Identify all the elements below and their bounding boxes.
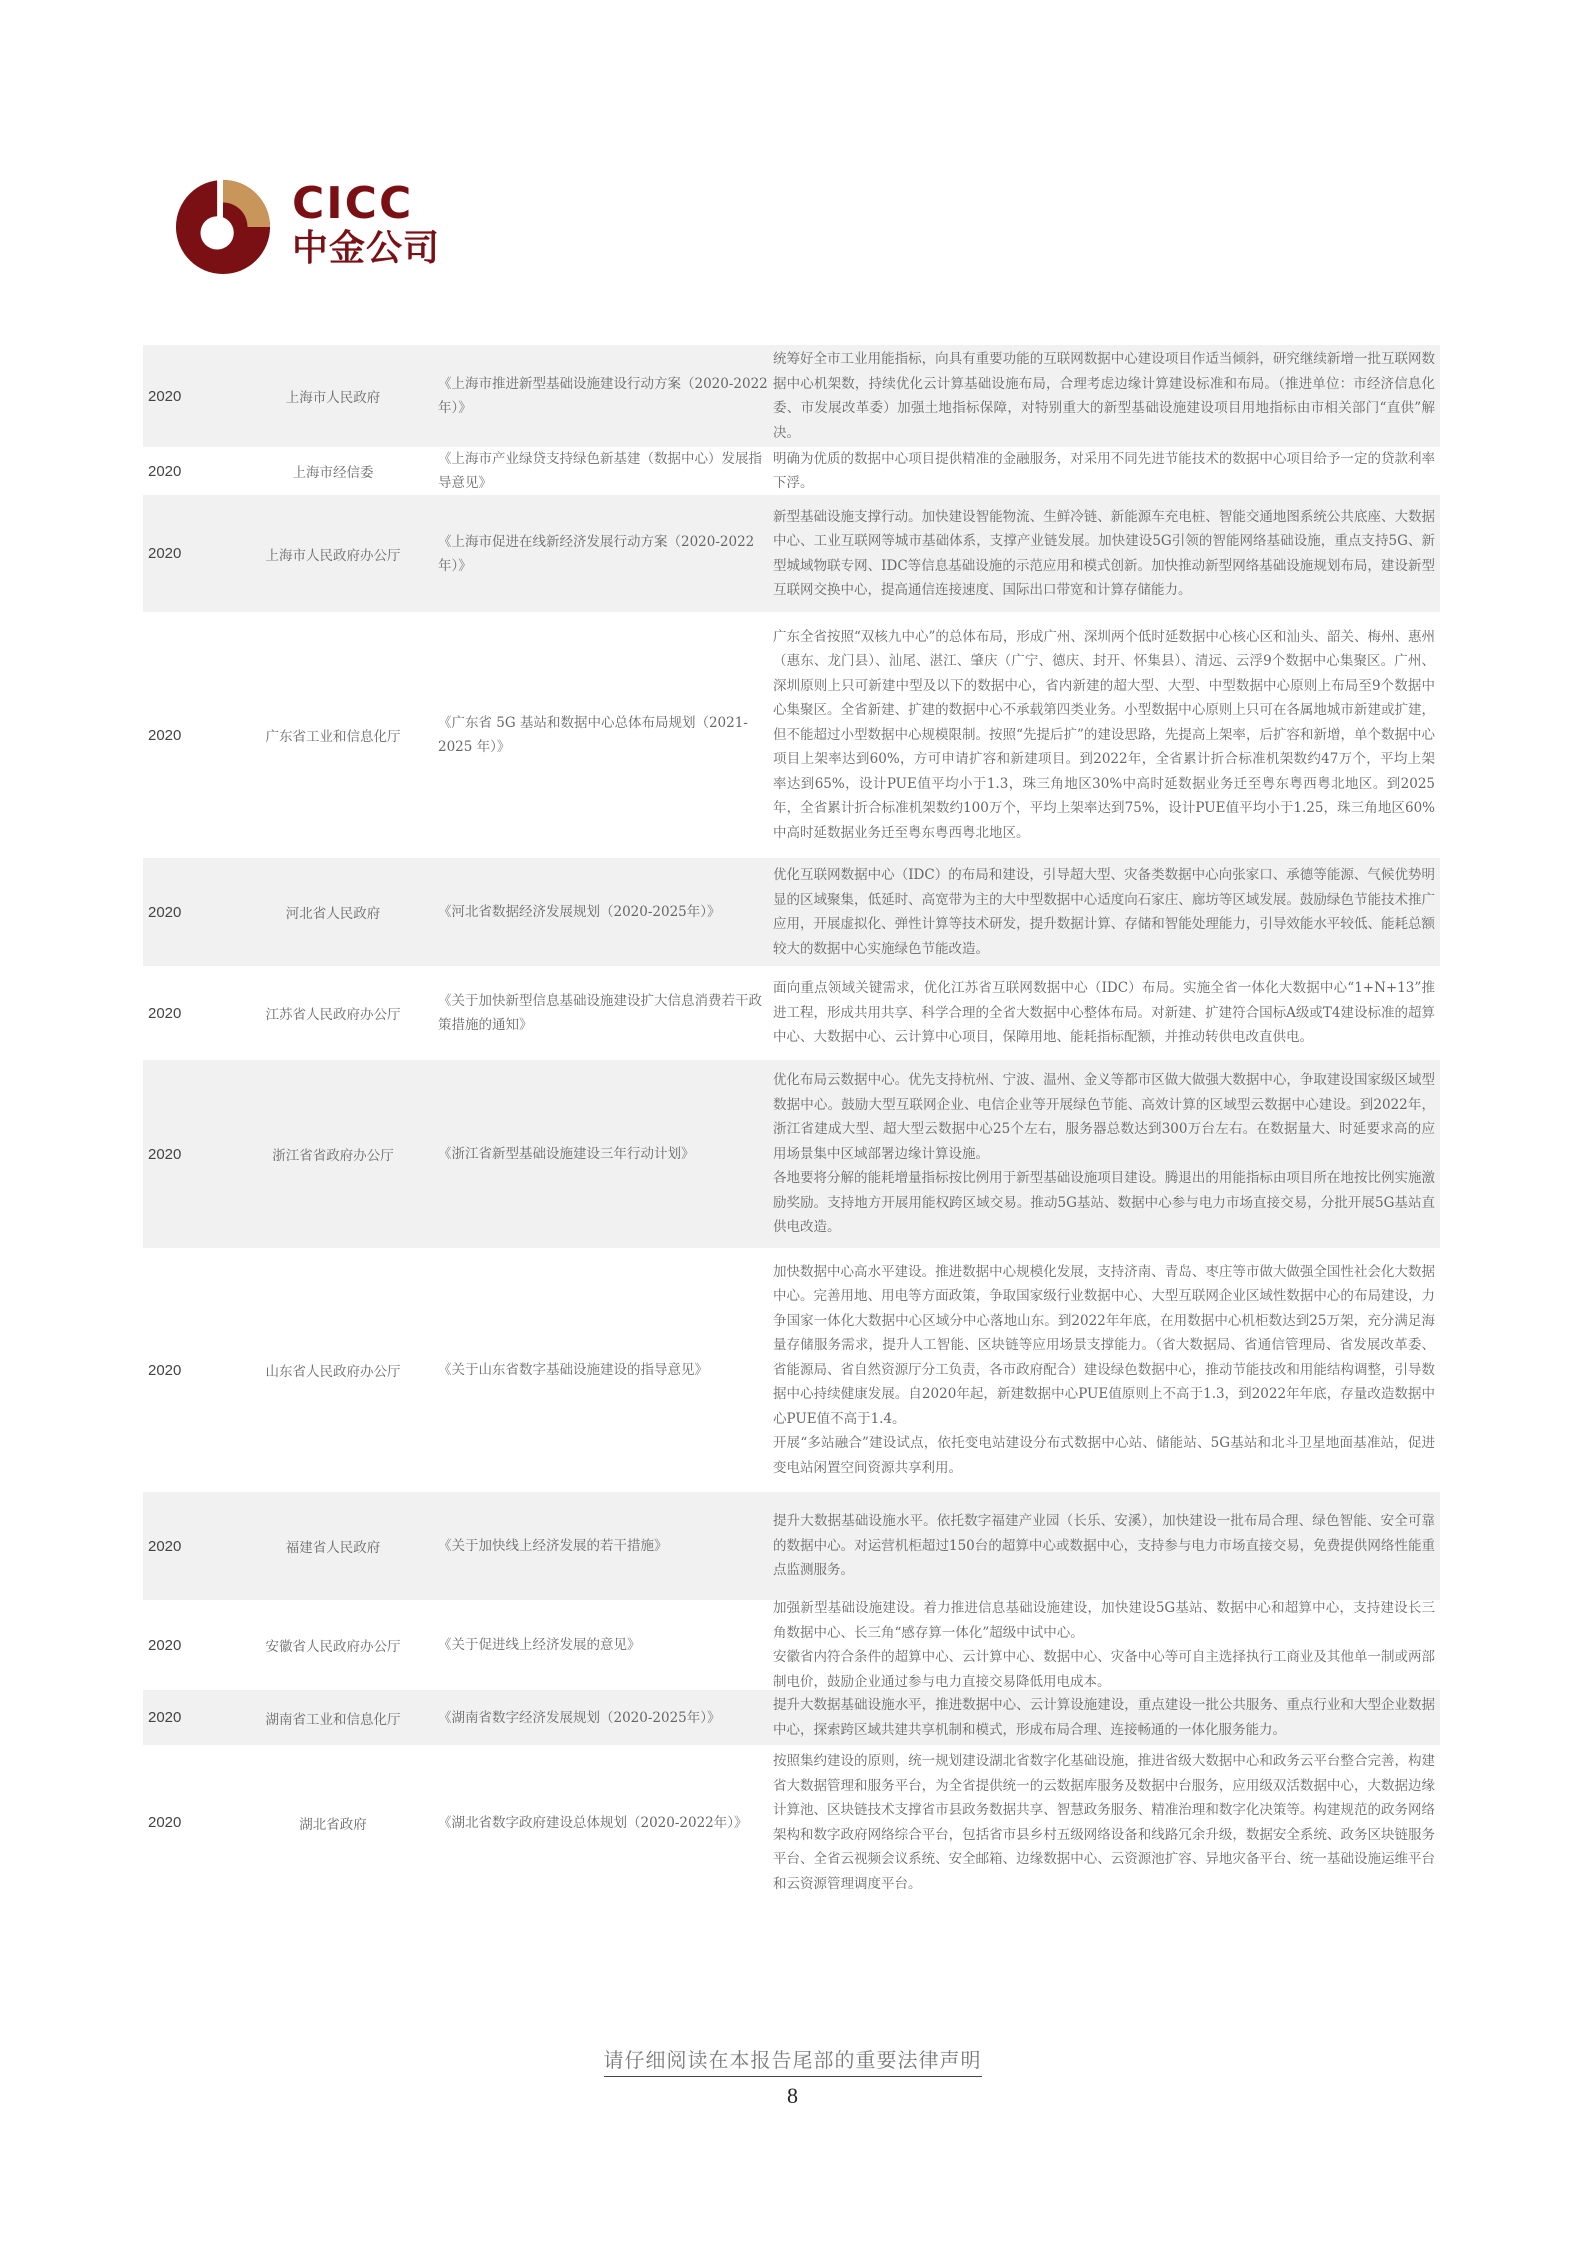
description-cell (773, 1248, 1435, 1492)
legal-disclaimer-note: 请仔细阅读在本报告尾部的重要法律声明 (604, 2044, 982, 2077)
year-cell: 2020 (148, 1361, 182, 1379)
document-cell: 《河北省数据经济发展规划（2020-2025年）》 (438, 904, 721, 920)
description-paragraph: 开展“多站融合”建设试点，依托变电站建设分布式数据中心站、储能站、5G基站和北斗卫星地面基准站，促进变电站闲置空间资源共享利用。 (773, 1435, 1435, 1476)
org-cell: 山东省人民政府办公厅 (265, 1364, 401, 1380)
year-cell: 2020 (148, 545, 182, 562)
document-cell: 《关于加快新型信息基础设施建设扩大信息消费若干政策措施的通知》 (438, 993, 762, 1033)
description-cell (773, 345, 1435, 447)
logo-en-text: CICC (292, 178, 414, 229)
org-cell: 安徽省人民政府办公厅 (265, 1639, 401, 1655)
table-row (143, 1690, 1440, 1745)
table-row (143, 858, 1440, 966)
document-cell: 《关于加快线上经济发展的若干措施》 (438, 1538, 668, 1554)
table-row (143, 1492, 1440, 1600)
year-cell: 2020 (148, 1709, 182, 1726)
logo-cn-text: 中金公司 (292, 228, 441, 269)
cicc-logo-mark-icon (174, 178, 272, 276)
org-cell: 上海市人民政府 (285, 390, 381, 406)
description-paragraph: 各地要将分解的能耗增量指标按比例用于新型基础设施项目建设。腾退出的用能指标由项目所在地按比例实施激励奖励。支持地方开展用能权跨区域交易。推动5G基站、数据中心参与电力市场直接交易，分批开展5G基站直供电改造。 (773, 1170, 1435, 1236)
org-cell: 浙江省省政府办公厅 (272, 1148, 394, 1164)
org-cell: 福建省人民政府 (285, 1540, 381, 1556)
document-cell: 《关于促进线上经济发展的意见》 (438, 1637, 641, 1653)
description-paragraph: 新型基础设施支撑行动。加快建设智能物流、生鲜冷链、新能源车充电桩、智能交通地图系统公共底座、大数据中心、工业互联网等城市基础体系，支撑产业链发展。加快建设5G引领的智能网络基础设施，重点支持5G、新型城域物联专网、IDC等信息基础设施的示范应用和模式创新。加快推动新型网络基础设施规划布局，建设新型互联网交换中心，提高通信连接速度、国际出口带宽和计算存储能力。 (773, 508, 1435, 598)
table-row (143, 447, 1440, 495)
description-paragraph: 面向重点领域关键需求，优化江苏省互联网数据中心（IDC）布局。实施全省一体化大数据中心“1+N+13”推进工程，形成共用共享、科学合理的全省大数据中心整体布局。对新建、扩建符合国标A级或T4建设标准的超算中心、大数据中心、云计算中心项目，保障用地、能耗指标配额，并推动转供电改直供电。 (773, 980, 1435, 1046)
year-cell: 2020 (148, 1004, 182, 1022)
description-cell (773, 1492, 1435, 1600)
page-number: 8 (787, 2083, 798, 2108)
org-cell: 江苏省人民政府办公厅 (265, 1007, 401, 1023)
org-cell: 广东省工业和信息化厅 (265, 729, 401, 745)
description-paragraph: 统筹好全市工业用能指标，向具有重要功能的互联网数据中心建设项目作适当倾斜，研究继续新增一批互联网数据中心机架数，持续优化云计算基础设施布局，合理考虑边缘计算建设标准和布局。（推进单位：市经济信息化委、市发展改革委）加强土地指标保障，对特别重大的新型基础设施建设项目用地指标由市相关部门“直供”解决。 (773, 351, 1435, 441)
year-cell: 2020 (148, 1537, 182, 1555)
year-cell: 2020 (148, 726, 182, 744)
description-cell (773, 858, 1435, 966)
table-row (143, 1745, 1440, 1900)
description-cell (773, 966, 1435, 1060)
org-cell: 湖北省政府 (299, 1816, 367, 1833)
page-footer (0, 2044, 1585, 2109)
description-paragraph: 加强新型基础设施建设。着力推进信息基础设施建设，加快建设5G基站、数据中心和超算中心，支持建设长三角数据中心、长三角“感存算一体化”超级中试中心。 (773, 1600, 1435, 1641)
description-paragraph: 优化布局云数据中心。优先支持杭州、宁波、温州、金义等都市区做大做强大数据中心，争取建设国家级区域型数据中心。鼓励大型互联网企业、电信企业等开展绿色节能、高效计算的区域型云数据中心建设。到2022年，浙江省建成大型、超大型云数据中心25个左右，服务器总数达到300万台左右。在数据量大、时延要求高的应用场景集中区域部署边缘计算设施。 (773, 1072, 1435, 1162)
year-cell: 2020 (148, 1814, 182, 1831)
org-cell: 湖南省工业和信息化厅 (265, 1711, 401, 1728)
table-row (143, 966, 1440, 1060)
document-cell: 《关于山东省数字基础设施建设的指导意见》 (438, 1362, 708, 1378)
year-cell: 2020 (148, 387, 182, 405)
description-paragraph: 广东全省按照“双核九中心”的总体布局，形成广州、深圳两个低时延数据中心核心区和汕头、韶关、梅州、惠州（惠东、龙门县）、汕尾、湛江、肇庆（广宁、德庆、封开、怀集县）、清远、云浮9个数据中心集聚区。广州、深圳原则上只可新建中型及以下的数据中心，省内新建的超大型、大型、中型数据中心原则上布局至9个数据中心集聚区。全省新建、扩建的数据中心不承载第四类业务。小型数据中心原则上只可在各属地城市新建或扩建，但不能超过小型数据中心规模限制。按照“先提后扩”的建设思路，先提高上架率，后扩容和新增，单个数据中心项目上架率达到60%，方可申请扩容和新建项目。到2022年，全省累计折合标准机架数约47万个，平均上架率达到65%，设计PUE值平均小于1.3，珠三角地区30%中高时延数据业务迁至粤东粤西粤北地区。到2025年，全省累计折合标准机架数约100万个，平均上架率达到75%，设计PUE值平均小于1.25，珠三角地区60%中高时延数据业务迁至粤东粤西粤北地区。 (773, 628, 1435, 841)
description-cell (773, 1745, 1435, 1900)
description-paragraph: 提升大数据基础设施水平。依托数字福建产业园（长乐、安溪），加快建设一批布局合理、绿色智能、安全可靠的数据中心。对运营机柜超过150台的超算中心或数据中心，支持参与电力市场直接交易，免费提供网络性能重点监测服务。 (773, 1513, 1435, 1579)
document-cell: 《上海市产业绿贷支持绿色新基建（数据中心）发展指导意见》 (438, 451, 762, 491)
description-paragraph: 优化互联网数据中心（IDC）的布局和建设，引导超大型、灾备类数据中心向张家口、承德等能源、气候优势明显的区域聚集，低延时、高宽带为主的大中型数据中心适度向石家庄、廊坊等区域发展。鼓励绿色节能技术推广应用，开展虚拟化、弹性计算等技术研发，提升数据计算、存储和智能处理能力，引导效能水平较低、能耗总额较大的数据中心实施绿色节能改造。 (773, 867, 1435, 957)
org-cell: 河北省人民政府 (285, 906, 381, 922)
document-cell: 《湖北省数字政府建设总体规划（2020-2022年）》 (438, 1814, 748, 1831)
description-paragraph: 安徽省内符合条件的超算中心、云计算中心、数据中心、灾备中心等可自主选择执行工商业及其他单一制或两部制电价，鼓励企业通过参与电力直接交易降低用电成本。 (773, 1649, 1435, 1690)
description-paragraph: 提升大数据基础设施水平，推进数据中心、云计算设施建设，重点建设一批公共服务、重点行业和大型企业数据中心，探索跨区域共建共享机制和模式，形成布局合理、连接畅通的一体化服务能力。 (773, 1697, 1435, 1738)
year-cell: 2020 (148, 1636, 182, 1654)
description-paragraph: 明确为优质的数据中心项目提供精准的金融服务，对采用不同先进节能技术的数据中心项目给予一定的贷款利率下浮。 (773, 450, 1435, 491)
description-paragraph: 加快数据中心高水平建设。推进数据中心规模化发展，支持济南、青岛、枣庄等市做大做强全国性社会化大数据中心。完善用地、用电等方面政策，争取国家级行业数据中心、大型互联网企业区域性数据中心的布局建设，力争国家一体化大数据中心区域分中心落地山东。到2022年年底，在用数据中心机柜数达到25万架，充分满足海量存储服务需求，提升人工智能、区块链等应用场景支撑能力。（省大数据局、省通信管理局、省发展改革委、省能源局、省自然资源厅分工负责，各市政府配合）建设绿色数据中心，推动节能技改和用能结构调整，引导数据中心持续健康发展。自2020年起，新建数据中心PUE值原则上不高于1.3，到2022年年底，存量改造数据中心PUE值不高于1.4。 (773, 1263, 1435, 1427)
org-cell: 上海市经信委 (292, 465, 374, 481)
table-row (143, 1060, 1440, 1248)
document-cell: 《上海市促进在线新经济发展行动方案（2020-2022年）》 (438, 533, 755, 574)
description-paragraph: 按照集约建设的原则，统一规划建设湖北省数字化基础设施，推进省级大数据中心和政务云平台整合完善，构建省大数据管理和服务平台，为全省提供统一的云数据库服务及数据中台服务，应用级双活数据中心，大数据边缘计算池、区块链技术支撑省市县政务数据共享、智慧政务服务、精准治理和数字化决策等。构建规范的政务网络架构和数字政府网络综合平台，包括省市县乡村五级网络设备和线路冗余升级，数据安全系统、政务区块链服务平台、全省云视频会议系统、安全邮箱、边缘数据中心、云资源池扩容、异地灾备平台、统一基础设施运维平台和云资源管理调度平台。 (773, 1753, 1435, 1892)
document-cell: 《上海市推进新型基础设施建设行动方案（2020-2022年）》 (438, 376, 768, 416)
year-cell: 2020 (148, 1145, 182, 1163)
description-cell (773, 447, 1435, 495)
document-cell: 《浙江省新型基础设施建设三年行动计划》 (438, 1146, 695, 1162)
document-cell: 《广东省 5G 基站和数据中心总体布局规划（2021-2025 年）》 (438, 715, 748, 755)
description-cell (773, 612, 1435, 858)
description-cell (773, 495, 1435, 612)
table-row (143, 495, 1440, 612)
org-cell: 上海市人民政府办公厅 (265, 547, 401, 564)
table-row (143, 612, 1440, 858)
description-cell (773, 1690, 1435, 1745)
year-cell: 2020 (148, 903, 182, 921)
table-row (143, 1248, 1440, 1492)
table-row (143, 1600, 1440, 1690)
document-cell: 《湖南省数字经济发展规划（2020-2025年）》 (438, 1709, 721, 1726)
description-cell (773, 1060, 1435, 1248)
cicc-logo (174, 178, 474, 278)
description-cell (773, 1600, 1435, 1690)
year-cell: 2020 (148, 462, 182, 480)
table-row (143, 345, 1440, 447)
